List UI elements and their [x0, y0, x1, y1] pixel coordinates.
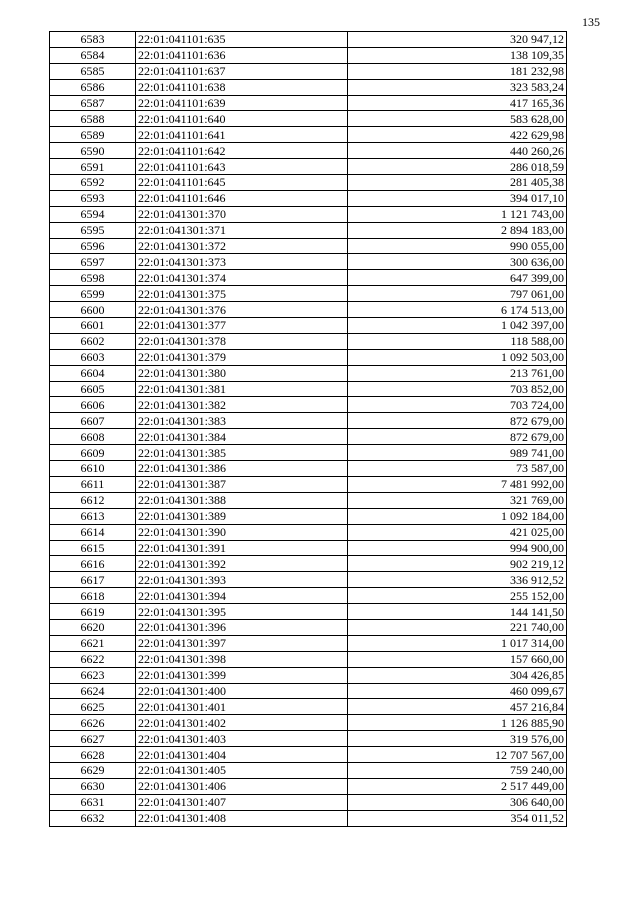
table-row	[50, 476, 567, 492]
cadastral-value-cell: 872 679,00	[348, 413, 567, 429]
cadastral-number-cell: 22:01:041301:380	[136, 365, 348, 381]
cadastral-number-cell: 22:01:041301:382	[136, 397, 348, 413]
cadastral-value-cell: 583 628,00	[348, 111, 567, 127]
cadastral-number-cell: 22:01:041301:402	[136, 715, 348, 731]
table-row	[50, 747, 567, 763]
row-number-cell: 6630	[50, 778, 136, 794]
cadastral-number-cell: 22:01:041301:396	[136, 619, 348, 635]
cadastral-value-cell: 336 912,52	[348, 572, 567, 588]
table-row	[50, 238, 567, 254]
row-number-cell: 6587	[50, 95, 136, 111]
row-number-cell: 6619	[50, 604, 136, 620]
cadastral-number-cell: 22:01:041101:640	[136, 111, 348, 127]
cadastral-number-cell: 22:01:041301:407	[136, 794, 348, 810]
row-number-cell: 6610	[50, 461, 136, 477]
table-row	[50, 445, 567, 461]
cadastral-number-cell: 22:01:041101:641	[136, 127, 348, 143]
table-row	[50, 683, 567, 699]
row-number-cell: 6600	[50, 302, 136, 318]
cadastral-value-cell: 138 109,35	[348, 47, 567, 63]
row-number-cell: 6606	[50, 397, 136, 413]
row-number-cell: 6632	[50, 810, 136, 826]
cadastral-number-cell: 22:01:041301:385	[136, 445, 348, 461]
table-body	[50, 32, 567, 827]
table-row	[50, 588, 567, 604]
cadastral-number-cell: 22:01:041301:383	[136, 413, 348, 429]
cadastral-number-cell: 22:01:041301:405	[136, 762, 348, 778]
cadastral-number-cell: 22:01:041301:390	[136, 524, 348, 540]
table-row	[50, 524, 567, 540]
cadastral-value-cell: 1 121 743,00	[348, 206, 567, 222]
row-number-cell: 6590	[50, 143, 136, 159]
cadastral-value-cell: 12 707 567,00	[348, 747, 567, 763]
table-row	[50, 190, 567, 206]
row-number-cell: 6609	[50, 445, 136, 461]
table-row	[50, 508, 567, 524]
cadastral-number-cell: 22:01:041301:392	[136, 556, 348, 572]
cadastral-number-cell: 22:01:041301:391	[136, 540, 348, 556]
row-number-cell: 6604	[50, 365, 136, 381]
cadastral-value-cell: 319 576,00	[348, 731, 567, 747]
cadastral-number-cell: 22:01:041301:376	[136, 302, 348, 318]
cadastral-number-cell: 22:01:041301:408	[136, 810, 348, 826]
cadastral-number-cell: 22:01:041301:395	[136, 604, 348, 620]
row-number-cell: 6585	[50, 63, 136, 79]
row-number-cell: 6613	[50, 508, 136, 524]
row-number-cell: 6584	[50, 47, 136, 63]
page-number: 135	[582, 15, 600, 29]
table-row	[50, 810, 567, 826]
row-number-cell: 6595	[50, 222, 136, 238]
table-row	[50, 604, 567, 620]
row-number-cell: 6614	[50, 524, 136, 540]
cadastral-value-cell: 421 025,00	[348, 524, 567, 540]
row-number-cell: 6598	[50, 270, 136, 286]
table-row	[50, 318, 567, 334]
table-row	[50, 619, 567, 635]
cadastral-value-cell: 354 011,52	[348, 810, 567, 826]
cadastral-number-cell: 22:01:041301:404	[136, 747, 348, 763]
cadastral-value-cell: 994 900,00	[348, 540, 567, 556]
cadastral-value-cell: 281 405,38	[348, 175, 567, 191]
cadastral-number-cell: 22:01:041101:636	[136, 47, 348, 63]
row-number-cell: 6607	[50, 413, 136, 429]
cadastral-number-cell: 22:01:041301:403	[136, 731, 348, 747]
row-number-cell: 6593	[50, 190, 136, 206]
cadastral-value-cell: 1 126 885,90	[348, 715, 567, 731]
cadastral-value-cell: 1 092 503,00	[348, 349, 567, 365]
cadastral-value-cell: 457 216,84	[348, 699, 567, 715]
row-number-cell: 6629	[50, 762, 136, 778]
row-number-cell: 6626	[50, 715, 136, 731]
cadastral-number-cell: 22:01:041101:646	[136, 190, 348, 206]
cadastral-value-cell: 157 660,00	[348, 651, 567, 667]
cadastral-number-cell: 22:01:041301:393	[136, 572, 348, 588]
cadastral-number-cell: 22:01:041301:389	[136, 508, 348, 524]
cadastral-value-cell: 286 018,59	[348, 159, 567, 175]
row-number-cell: 6627	[50, 731, 136, 747]
table-row	[50, 206, 567, 222]
table-row	[50, 635, 567, 651]
row-number-cell: 6608	[50, 429, 136, 445]
row-number-cell: 6596	[50, 238, 136, 254]
table-row	[50, 254, 567, 270]
cadastral-number-cell: 22:01:041301:372	[136, 238, 348, 254]
table-row	[50, 95, 567, 111]
cadastral-number-cell: 22:01:041301:373	[136, 254, 348, 270]
cadastral-number-cell: 22:01:041301:386	[136, 461, 348, 477]
table-row	[50, 32, 567, 48]
cadastral-value-cell: 440 260,26	[348, 143, 567, 159]
table-row	[50, 222, 567, 238]
cadastral-value-cell: 759 240,00	[348, 762, 567, 778]
cadastral-value-cell: 320 947,12	[348, 32, 567, 48]
cadastral-number-cell: 22:01:041301:388	[136, 492, 348, 508]
cadastral-number-cell: 22:01:041301:378	[136, 333, 348, 349]
cadastral-number-cell: 22:01:041301:400	[136, 683, 348, 699]
row-number-cell: 6599	[50, 286, 136, 302]
row-number-cell: 6615	[50, 540, 136, 556]
row-number-cell: 6616	[50, 556, 136, 572]
table-row	[50, 365, 567, 381]
cadastral-number-cell: 22:01:041101:639	[136, 95, 348, 111]
row-number-cell: 6605	[50, 381, 136, 397]
cadastral-value-cell: 7 481 992,00	[348, 476, 567, 492]
table-row	[50, 556, 567, 572]
table-row	[50, 429, 567, 445]
row-number-cell: 6623	[50, 667, 136, 683]
cadastral-value-cell: 989 741,00	[348, 445, 567, 461]
table-row	[50, 333, 567, 349]
table-row	[50, 731, 567, 747]
row-number-cell: 6603	[50, 349, 136, 365]
row-number-cell: 6622	[50, 651, 136, 667]
table-row	[50, 143, 567, 159]
cadastral-number-cell: 22:01:041301:377	[136, 318, 348, 334]
row-number-cell: 6594	[50, 206, 136, 222]
cadastral-number-cell: 22:01:041301:399	[136, 667, 348, 683]
cadastral-value-cell: 703 852,00	[348, 381, 567, 397]
table-row	[50, 286, 567, 302]
cadastral-value-table	[49, 31, 567, 827]
cadastral-number-cell: 22:01:041301:398	[136, 651, 348, 667]
cadastral-value-cell: 118 588,00	[348, 333, 567, 349]
row-number-cell: 6591	[50, 159, 136, 175]
cadastral-number-cell: 22:01:041101:642	[136, 143, 348, 159]
row-number-cell: 6618	[50, 588, 136, 604]
row-number-cell: 6617	[50, 572, 136, 588]
table-row	[50, 270, 567, 286]
table-row	[50, 461, 567, 477]
row-number-cell: 6620	[50, 619, 136, 635]
table-row	[50, 492, 567, 508]
cadastral-value-cell: 422 629,98	[348, 127, 567, 143]
cadastral-number-cell: 22:01:041101:635	[136, 32, 348, 48]
cadastral-value-cell: 213 761,00	[348, 365, 567, 381]
table-row	[50, 127, 567, 143]
cadastral-value-cell: 417 165,36	[348, 95, 567, 111]
row-number-cell: 6601	[50, 318, 136, 334]
table-row	[50, 572, 567, 588]
row-number-cell: 6628	[50, 747, 136, 763]
cadastral-number-cell: 22:01:041301:375	[136, 286, 348, 302]
cadastral-number-cell: 22:01:041301:406	[136, 778, 348, 794]
row-number-cell: 6588	[50, 111, 136, 127]
cadastral-value-cell: 2 894 183,00	[348, 222, 567, 238]
table-row	[50, 381, 567, 397]
row-number-cell: 6592	[50, 175, 136, 191]
cadastral-value-cell: 321 769,00	[348, 492, 567, 508]
table-row	[50, 413, 567, 429]
cadastral-number-cell: 22:01:041101:645	[136, 175, 348, 191]
cadastral-value-cell: 460 099,67	[348, 683, 567, 699]
cadastral-value-cell: 306 640,00	[348, 794, 567, 810]
cadastral-number-cell: 22:01:041101:643	[136, 159, 348, 175]
cadastral-value-cell: 323 583,24	[348, 79, 567, 95]
cadastral-value-cell: 1 017 314,00	[348, 635, 567, 651]
cadastral-value-cell: 872 679,00	[348, 429, 567, 445]
cadastral-value-cell: 300 636,00	[348, 254, 567, 270]
cadastral-number-cell: 22:01:041301:394	[136, 588, 348, 604]
cadastral-value-cell: 1 042 397,00	[348, 318, 567, 334]
table-row	[50, 63, 567, 79]
row-number-cell: 6625	[50, 699, 136, 715]
table-row	[50, 715, 567, 731]
table-row	[50, 540, 567, 556]
table-row	[50, 397, 567, 413]
table-row	[50, 667, 567, 683]
table-row	[50, 794, 567, 810]
cadastral-number-cell: 22:01:041301:370	[136, 206, 348, 222]
table-row	[50, 302, 567, 318]
cadastral-value-cell: 990 055,00	[348, 238, 567, 254]
cadastral-value-cell: 73 587,00	[348, 461, 567, 477]
row-number-cell: 6583	[50, 32, 136, 48]
cadastral-value-cell: 144 141,50	[348, 604, 567, 620]
table-row	[50, 175, 567, 191]
cadastral-value-cell: 181 232,98	[348, 63, 567, 79]
row-number-cell: 6611	[50, 476, 136, 492]
cadastral-value-cell: 797 061,00	[348, 286, 567, 302]
cadastral-number-cell: 22:01:041101:638	[136, 79, 348, 95]
cadastral-value-cell: 647 399,00	[348, 270, 567, 286]
cadastral-value-cell: 703 724,00	[348, 397, 567, 413]
cadastral-number-cell: 22:01:041301:401	[136, 699, 348, 715]
cadastral-number-cell: 22:01:041301:374	[136, 270, 348, 286]
cadastral-number-cell: 22:01:041301:384	[136, 429, 348, 445]
row-number-cell: 6621	[50, 635, 136, 651]
row-number-cell: 6589	[50, 127, 136, 143]
table-row	[50, 778, 567, 794]
table-row	[50, 111, 567, 127]
row-number-cell: 6624	[50, 683, 136, 699]
cadastral-value-cell: 221 740,00	[348, 619, 567, 635]
row-number-cell: 6612	[50, 492, 136, 508]
cadastral-value-cell: 6 174 513,00	[348, 302, 567, 318]
table-row	[50, 762, 567, 778]
cadastral-value-cell: 902 219,12	[348, 556, 567, 572]
table-row	[50, 159, 567, 175]
row-number-cell: 6586	[50, 79, 136, 95]
cadastral-number-cell: 22:01:041301:379	[136, 349, 348, 365]
cadastral-value-cell: 1 092 184,00	[348, 508, 567, 524]
cadastral-number-cell: 22:01:041301:397	[136, 635, 348, 651]
cadastral-number-cell: 22:01:041301:381	[136, 381, 348, 397]
cadastral-value-cell: 304 426,85	[348, 667, 567, 683]
cadastral-value-cell: 255 152,00	[348, 588, 567, 604]
cadastral-number-cell: 22:01:041301:387	[136, 476, 348, 492]
table-row	[50, 699, 567, 715]
cadastral-value-cell: 2 517 449,00	[348, 778, 567, 794]
table-row	[50, 651, 567, 667]
row-number-cell: 6631	[50, 794, 136, 810]
cadastral-value-cell: 394 017,10	[348, 190, 567, 206]
row-number-cell: 6602	[50, 333, 136, 349]
table-row	[50, 349, 567, 365]
cadastral-number-cell: 22:01:041101:637	[136, 63, 348, 79]
table-row	[50, 79, 567, 95]
cadastral-number-cell: 22:01:041301:371	[136, 222, 348, 238]
table-row	[50, 47, 567, 63]
row-number-cell: 6597	[50, 254, 136, 270]
